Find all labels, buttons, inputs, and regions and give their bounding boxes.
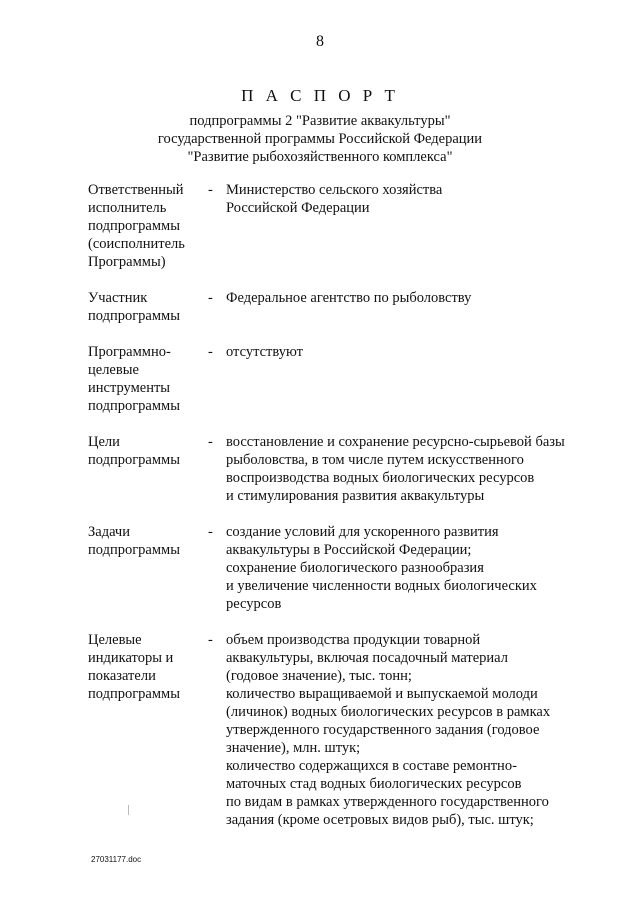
row-label: Задачи подпрограммы xyxy=(88,524,180,558)
subtitle-line: государственной программы Российской Федерации xyxy=(157,131,483,147)
row-dash: - xyxy=(208,524,213,540)
subtitle-line: "Развитие рыбохозяйственного комплекса" xyxy=(187,149,453,165)
passport-row-indicators xyxy=(88,631,608,829)
row-label: Программно- целевые инструменты подпрограммы xyxy=(88,344,180,414)
passport-table xyxy=(88,181,608,829)
row-value: Федеральное агентство по рыболовству xyxy=(226,290,472,306)
row-dash: - xyxy=(208,632,213,648)
document-subtitle xyxy=(0,112,640,166)
row-dash: - xyxy=(208,290,213,306)
row-value: объем производства продукции товарной аквакультуры, включая посадочный материал (годовое значение), тыс. тонн; количество выращиваемой и выпускаемой молоди (личинок) водных биологических ресурсов в рамках утвержденного государственного задания (годовое значение), млн. штук; количество содержащихся в составе ремонтно- маточных стад водных биологических ресурсов по видам в рамках утвержденного государственного задания (кроме осетровых видов рыб), тыс. штук; xyxy=(226,632,551,828)
page-number: 8 xyxy=(316,33,324,50)
row-label: Участник подпрограммы xyxy=(88,290,180,324)
row-dash: - xyxy=(208,434,213,450)
row-dash: - xyxy=(208,182,213,198)
row-label: Ответственный исполнитель подпрограммы (соисполнитель Программы) xyxy=(88,182,185,270)
subtitle-line: подпрограммы 2 "Развитие аквакультуры" xyxy=(189,113,451,129)
passport-row-tasks xyxy=(88,523,608,613)
row-label: Цели подпрограммы xyxy=(88,434,180,468)
row-dash: - xyxy=(208,344,213,360)
row-value: восстановление и сохранение ресурсно-сырьевой базы рыболовства, в том числе путем искусственного воспроизводства водных биологических ресурсов и стимулирования развития аквакультуры xyxy=(226,434,565,504)
row-value: создание условий для ускоренного развития аквакультуры в Российской Федерации; сохранение биологического разнообразия и увеличение численности водных биологических ресурсов xyxy=(226,524,537,612)
document-title: П А С П О Р Т xyxy=(241,86,399,105)
row-label: Целевые индикаторы и показатели подпрограммы xyxy=(88,632,180,702)
margin-mark xyxy=(128,805,129,815)
passport-row-responsible xyxy=(88,181,608,271)
passport-row-participant xyxy=(88,289,608,325)
passport-row-goals xyxy=(88,433,608,505)
row-value: отсутствуют xyxy=(226,344,303,360)
passport-row-instruments xyxy=(88,343,608,415)
file-name-footer: 27031177.doc xyxy=(91,855,142,864)
row-value: Министерство сельского хозяйства Российской Федерации xyxy=(226,182,443,216)
